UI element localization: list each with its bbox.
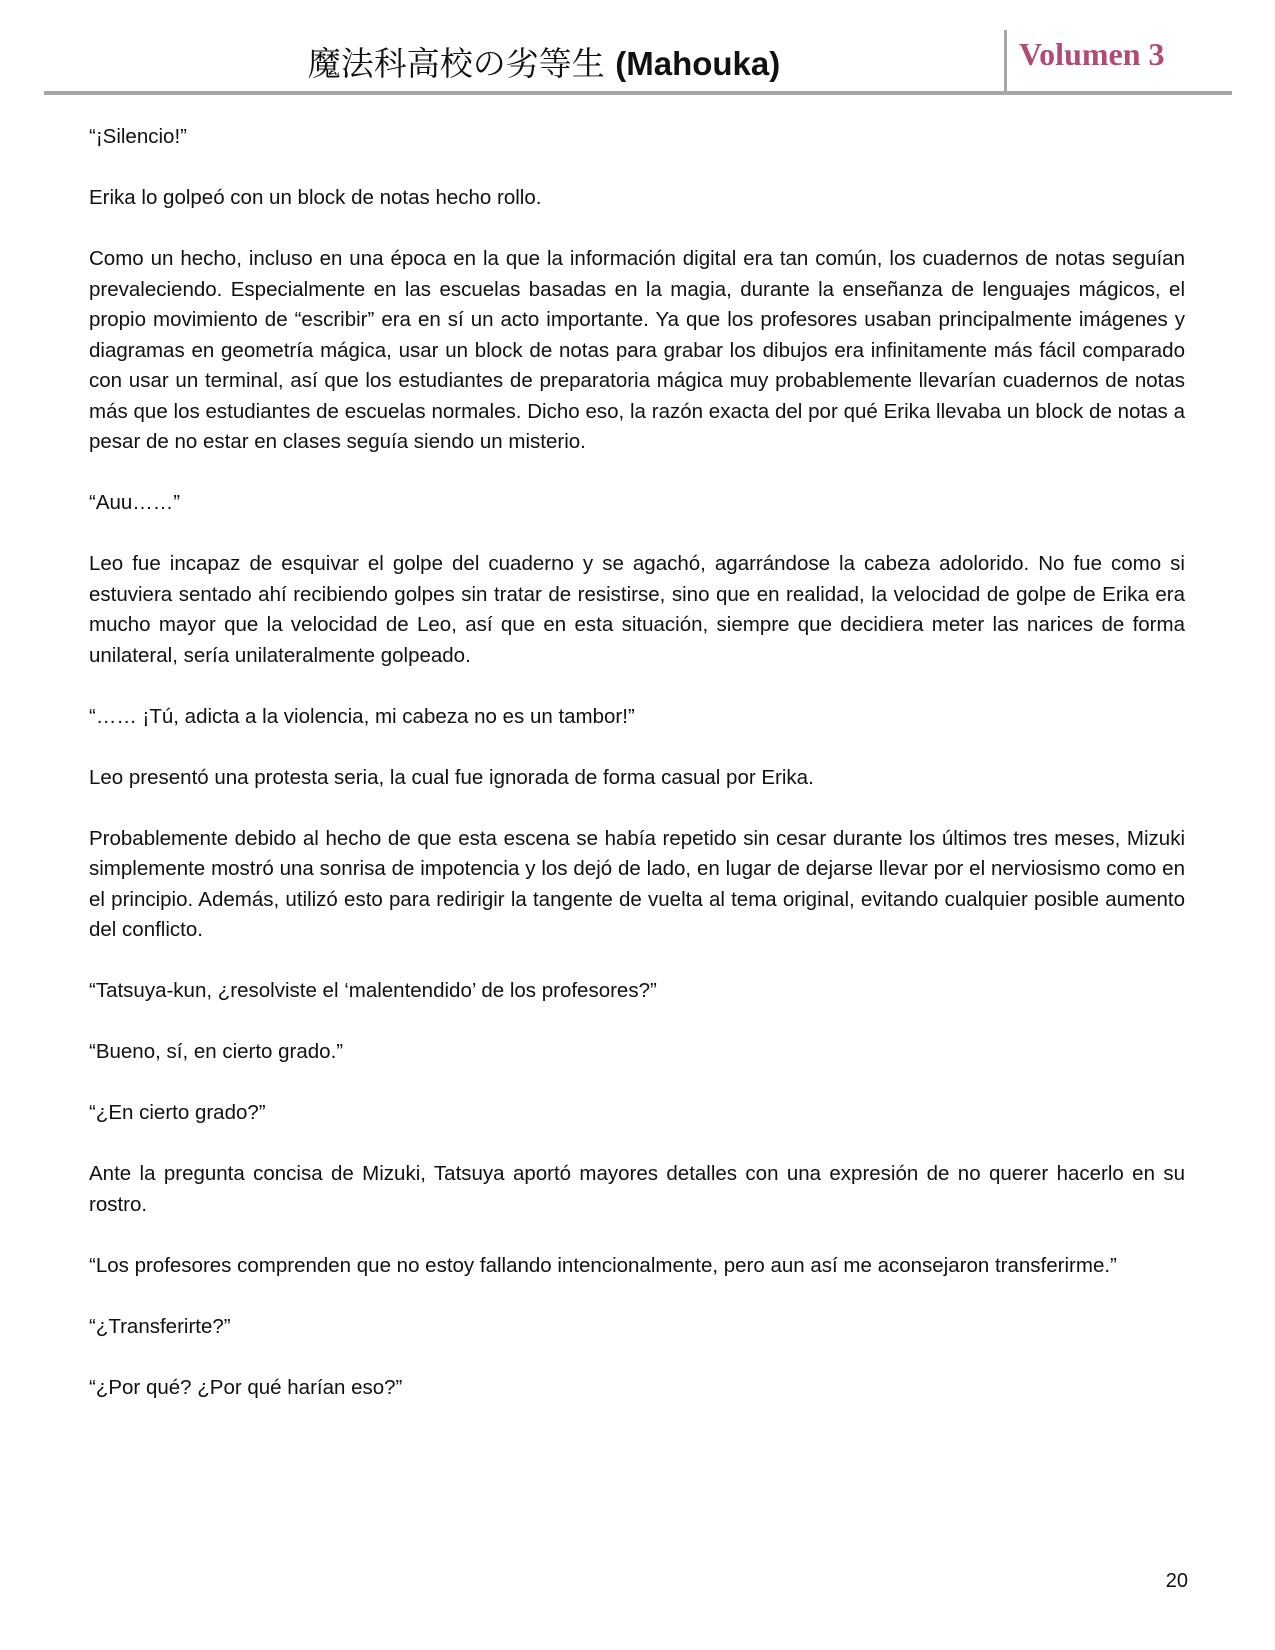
paragraph: “Los profesores comprenden que no estoy fallando intencionalmente, pero aun así me aconsejaron transferirme.” — [89, 1253, 1117, 1277]
header-title-jp: 魔法科高校の劣等生 — [307, 44, 605, 83]
paragraph: “…… ¡Tú, adicta a la violencia, mi cabeza no es un tambor!” — [89, 704, 635, 728]
body-text — [89, 122, 1185, 1434]
paragraph: Erika lo golpeó con un block de notas hecho rollo. — [89, 186, 542, 209]
paragraph: Como un hecho, incluso en una época en la que la información digital era tan común, los cuadernos de notas seguían prevaleciendo. Especialmente en las escuelas basadas en la magia, durante la enseñanza de lenguajes mágicos, el propio movimiento de “escribir” era en sí un acto importante. Ya que los profesores usaban principalmente imágenes y diagramas en geometría mágica, usar un block de notas para grabar los dibujos era infinitamente más fácil comparado con usar un terminal, así que los estudiantes de preparatoria mágica muy probablemente llevarían cuadernos de notas más que los estudiantes de escuelas normales. Dicho eso, la razón exacta del por qué Erika llevaba un block de notas a pesar de no estar en clases seguía siendo un misterio. — [89, 247, 1185, 453]
paragraph: “Auu……” — [89, 491, 181, 514]
header-divider — [1004, 30, 1007, 92]
paragraph: Leo presentó una protesta seria, la cual fue ignorada de forma casual por Erika. — [89, 765, 814, 789]
header-title — [44, 38, 1044, 85]
paragraph: “¿Transferirte?” — [89, 1314, 231, 1338]
paragraph: Ante la pregunta concisa de Mizuki, Tatsuya aportó mayores detalles con una expresión de no querer hacerlo en su rostro. — [89, 1162, 1185, 1216]
paragraph: “Bueno, sí, en cierto grado.” — [89, 1040, 344, 1063]
page-number: 20 — [1165, 1570, 1188, 1592]
header-rule — [44, 91, 1232, 95]
paragraph: “¿Por qué? ¿Por qué harían eso?” — [89, 1375, 403, 1399]
header-title-latin: (Mahouka) — [615, 45, 781, 82]
paragraph: Leo fue incapaz de esquivar el golpe del cuaderno y se agachó, agarrándose la cabeza adolorido. No fue como si estuviera sentado ahí recibiendo golpes sin tratar de resistirse, sino que en realidad, la velocidad de golpe de Erika era mucho mayor que la velocidad de Leo, así que en esta situación, siempre que decidiera meter las narices de forma unilateral, sería unilateralmente golpeado. — [89, 552, 1185, 667]
paragraph: “¡Silencio!” — [89, 125, 187, 148]
volume-label: Volumen 3 — [1019, 36, 1165, 72]
page-header — [44, 28, 1232, 94]
paragraph: “¿En cierto grado?” — [89, 1101, 266, 1124]
paragraph: Probablemente debido al hecho de que esta escena se había repetido sin cesar durante los últimos tres meses, Mizuki simplemente mostró una sonrisa de impotencia y los dejó de lado, en lugar de dejarse llevar por el nerviosismo como en el principio. Además, utilizó esto para redirigir la tangente de vuelta al tema original, evitando cualquier posible aumento del conflicto. — [89, 826, 1185, 941]
paragraph: “Tatsuya-kun, ¿resolviste el ‘malentendido’ de los profesores?” — [89, 979, 657, 1002]
